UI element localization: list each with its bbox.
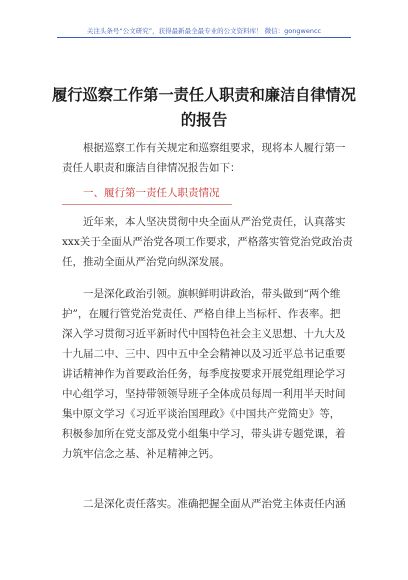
text-line: 讲话精神作为首要政治任务，每季度按要求开展党组理论学习: [62, 368, 346, 380]
text-line: 力筑牢信念之基、补足精神之钙。: [62, 448, 220, 460]
section-heading-underline: [62, 204, 232, 205]
text-line: 二是深化责任落实。准确把握全面从严治党主体责任内涵: [83, 498, 346, 510]
paragraph-political-guidance: [62, 284, 354, 464]
text-line: 中心组学习，坚持带领领导班子全体成员每周一利用半天时间: [62, 388, 346, 400]
text-line: 集中原文学习《习近平谈治国理政》《中国共产党简史》等，: [62, 408, 341, 420]
text-line: 十九届二中、三中、四中五中全会精神以及习近平总书记重要: [62, 348, 346, 360]
text-line: 根据巡察工作有关规定和巡察组要求，现将本人履行第一: [83, 142, 346, 154]
text-line: 积极参加所在党支部及党小组集中学习，带头讲专题党课，着: [62, 428, 346, 440]
intro-paragraph: [62, 138, 354, 178]
text-line: 深入学习贯彻习近平新时代中国特色社会主义思想、十九大及: [62, 328, 346, 340]
section-heading: 一、履行第一责任人职责情况: [83, 187, 220, 199]
text-line: 一是深化政治引领。旗帜鲜明讲政治，带头做到“两个维: [83, 288, 341, 300]
paragraph-responsibility: [62, 494, 354, 514]
text-line: 责任人职责和廉洁自律情况报告如下：: [62, 162, 241, 174]
header-banner: 关注头条号“公文研究”，获得最新最全最专业的公文资料库！ 微信：gongwencc: [86, 27, 322, 35]
text-line: 任，推动全面从严治党向纵深发展。: [62, 256, 230, 268]
document-title-line-1: 履行巡察工作第一责任人职责和廉洁自律情况: [52, 86, 356, 104]
text-line: xxx关于全面从严治党各项工作要求，严格落实管党治党政治责: [62, 236, 353, 248]
document-title-line-2: 的报告: [180, 110, 228, 129]
text-line: 护”，在履行管党治党责任、严格自律上当标杆、作表率。把: [62, 308, 341, 320]
text-line: 近年来，本人坚决贯彻中央全面从严治党责任，认真落实: [83, 216, 346, 228]
paragraph-overview: [62, 212, 354, 272]
header-divider: [57, 37, 351, 38]
